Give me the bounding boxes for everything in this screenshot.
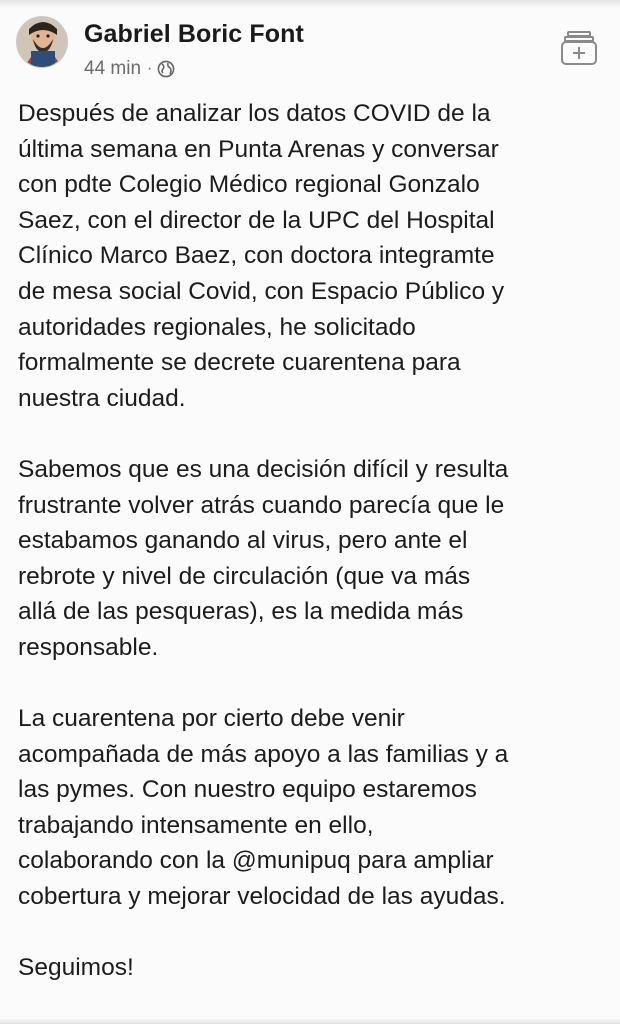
author-name[interactable]: Gabriel Boric Font [84, 20, 304, 48]
meta-separator: · [147, 60, 153, 77]
avatar-illustration-icon [17, 17, 68, 68]
post-paragraph-4: Seguimos! [18, 954, 134, 982]
bottom-edge [0, 1018, 620, 1024]
post-header [16, 16, 604, 88]
top-edge [0, 0, 620, 8]
post-paragraph-2: Sabemos que es una decisión difícil y resulta frustrante volver atrás cuando parecía que le estabamos ganando al virus, pero ante el rebrote y nivel de circulación (que va más allá de las pesqueras), es la medida más responsable. [18, 455, 509, 661]
post-body [18, 96, 610, 1021]
post-paragraph-1: Después de analizar los datos COVID de la última semana en Punta Arenas y conversar con pdte Colegio Médico regional Gonzalo Saez, con el director de la UPC del Hospital Clínico Marco Baez, con doctora integramte de mesa social Covid, con Espacio Público y autoridades regionales, he solicitado formalmente se decrete cuarentena para nuestra ciudad. [18, 100, 505, 412]
avatar[interactable] [16, 16, 68, 68]
save-post-icon[interactable] [560, 28, 598, 68]
post-paragraph-3: La cuarentena por cierto debe venir acompañada de más apoyo a las familias y a las pymes. Con nuestro equipo estaremos trabajando intensamente en ello, colaborando con la @munipuq para ampliar cobertura y mejorar velocidad de las ayudas. [18, 705, 509, 911]
post-time[interactable]: 44 min [84, 58, 142, 79]
globe-icon [157, 60, 175, 78]
post-meta [84, 58, 175, 80]
